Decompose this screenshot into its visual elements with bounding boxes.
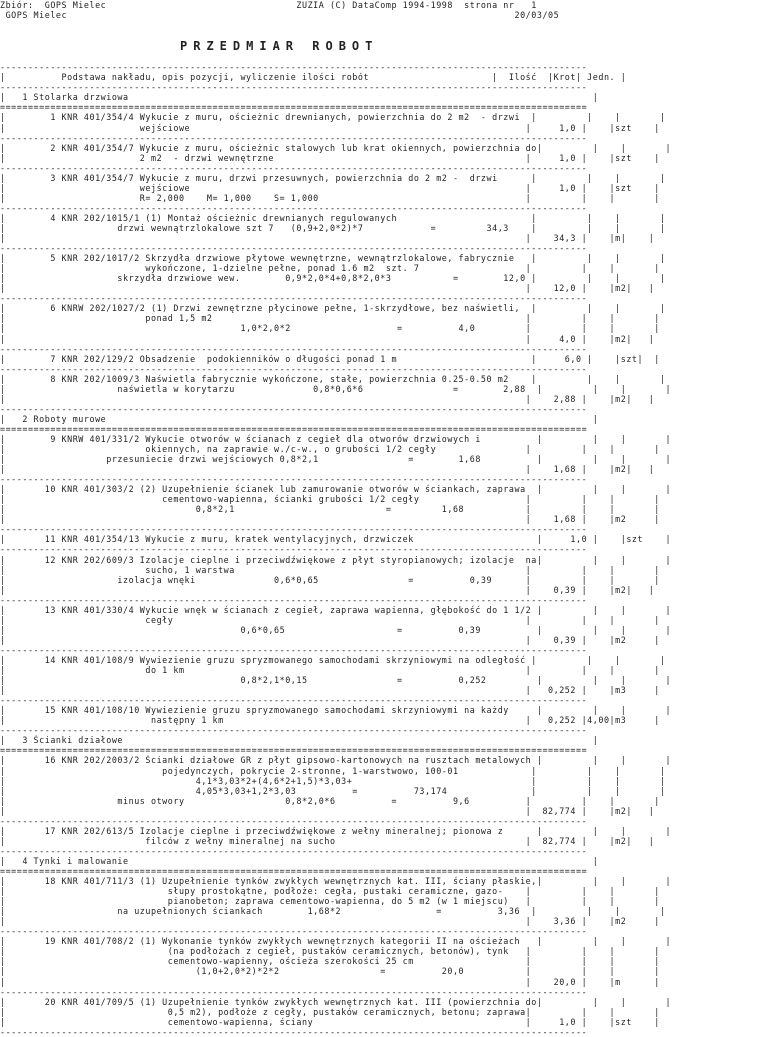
table-line: | | 0,39 | |m2 |	[0, 634, 660, 645]
table-line: | 15 KNR 401/108/10 Wywiezienie gruzu spryzmowanego samochodami skrzyniowymi na każdy | | | |	[0, 705, 672, 716]
table-line: | 14 KNR 401/108/9 Wywiezienie gruzu spryzmowanego samochodami skrzyniowymi na odległość | | | |	[0, 655, 666, 665]
table-line: | Podstawa nakładu, opis pozycji, wyliczenie ilości robót | Ilość |Krot| Jedn. |	[0, 72, 627, 83]
spacer-line	[0, 52, 671, 62]
table-line: ---------------------------------------------------------------------------------------------------------	[0, 544, 588, 555]
table-line: | następny 1 km | 0,252 |4,00|m3 |	[0, 715, 660, 726]
table-line: | 0,6*0,65 = 0,39 | | | |	[0, 624, 672, 635]
table-line: | na uzupełnionych ściankach 1,68*2 = 3,36 | | | |	[0, 906, 666, 917]
table-line: | 0,8*2,1 = 1,68 | | | |	[0, 504, 660, 515]
table-line: | cementowo-wapienna, ściany | 1,0 | |szt |	[0, 1016, 660, 1027]
table-line: | pianobeton; zaprawa cementowo-wapienna, do 5 m2 (w 1 miejscu) | | | |	[0, 896, 660, 907]
table-line: ---------------------------------------------------------------------------------------------------------	[0, 293, 588, 304]
table-line: | 6 KNRW 202/1027/2 (1) Drzwi zewnętrzne płycinowe pełne, 1-skrzydłowe, bez naświetli, | | | |	[0, 303, 666, 314]
table-line: | | 20,0 | |m |	[0, 976, 660, 987]
table-line: | sucho, 1 warstwa | | | |	[0, 564, 660, 575]
table-line: | cementowo-wapienny, ościeża szerokości 25 cm | | | |	[0, 956, 660, 967]
table-line: ---------------------------------------------------------------------------------------------------------	[0, 82, 588, 93]
table-line: | wejściowe | 1,0 | |szt |	[0, 182, 660, 193]
table-line: | 1 Stolarka drzwiowa |	[0, 92, 599, 103]
table-line: | wykończone, 1-dzielne pełne, ponad 1.6 m2 szt. 7 | | | |	[0, 263, 660, 274]
table-body	[0, 62, 671, 1037]
table-line: | do 1 km | | | |	[0, 665, 660, 676]
table-line: =========================================================================================================	[0, 865, 588, 876]
table-line: | 16 KNR 202/2003/2 Ścianki działowe GR z płyt gipsowo-kartonowych na rusztach metalowych | | | |	[0, 755, 672, 766]
table-line: | | 82,774 | |m2| |	[0, 805, 655, 816]
table-line: | słupy prostokątne, podłoże: cegła, pustaki ceramiczne, gazo- | | | |	[0, 886, 660, 897]
table-line: ---------------------------------------------------------------------------------------------------------	[0, 594, 588, 605]
table-line: | | 3,36 | |m2 |	[0, 916, 660, 927]
table-line: ---------------------------------------------------------------------------------------------------------	[0, 725, 588, 736]
spacer-line	[0, 20, 671, 30]
table-line: | cementowo-wapienna, ścianki grubości 1/2 cegły | | | |	[0, 494, 660, 505]
table-line: | 3 Ścianki działowe |	[0, 735, 599, 746]
table-line: | 9 KNRW 401/331/2 Wykucie otworów w ścianach z cegieł dla otworów drzwiowych i | | | |	[0, 433, 672, 444]
table-line: ---------------------------------------------------------------------------------------------------------	[0, 986, 588, 997]
table-line: | skrzydła drzwiowe wew. 0,9*2,0*4+0,8*2,0*3 = 12,0 | | | |	[0, 273, 666, 284]
table-line: | | 4,0 | |m2| |	[0, 333, 655, 344]
table-line: | drzwi wewnątrzlokalowe szt 7 (0,9+2,0*2)*7 = 34,3 | | | |	[0, 222, 666, 233]
table-line: ---------------------------------------------------------------------------------------------------------	[0, 62, 588, 73]
header-line: Zbiór: GOPS Mielec ZUZIA (C) DataComp 1994-1998 strona nr 1	[0, 0, 537, 10]
table-line: ---------------------------------------------------------------------------------------------------------	[0, 815, 588, 826]
table-line: ---------------------------------------------------------------------------------------------------------	[0, 644, 588, 655]
table-line: ---------------------------------------------------------------------------------------------------------	[0, 132, 588, 143]
table-line: | | 12,0 | |m2| |	[0, 283, 655, 294]
table-line: | 13 KNR 401/330/4 Wykucie wnęk w ścianach z cegieł, zaprawa wapienna, głębokość do 1 1/2 | | | |	[0, 604, 672, 615]
table-line: ---------------------------------------------------------------------------------------------------------	[0, 524, 588, 535]
table-line: | 1 KNR 401/354/4 Wykucie z muru, ościeżnic drewnianych, powierzchnia do 2 m2 - drzwi | | | |	[0, 112, 666, 123]
table-line: | 2 KNR 401/354/7 Wykucie z muru, ościeżnic stalowych lub krat okiennych, powierzchnia do| | | |	[0, 142, 672, 153]
table-line: | pojedynczych, pokrycie 2-stronne, 1-warstwowo, 100-01 | | | |	[0, 765, 666, 776]
table-line: | | 0,39 | |m2| |	[0, 584, 655, 595]
table-line: ---------------------------------------------------------------------------------------------------------	[0, 202, 588, 213]
table-line: | 0,8*2,1*0,15 = 0,252 | | | |	[0, 675, 672, 686]
table-line: ---------------------------------------------------------------------------------------------------------	[0, 343, 588, 354]
table-line: | wejściowe | 1,0 | |szt |	[0, 122, 660, 133]
table-line: ---------------------------------------------------------------------------------------------------------	[0, 845, 588, 856]
table-line: ---------------------------------------------------------------------------------------------------------	[0, 363, 588, 374]
table-line: | 8 KNR 202/1009/3 Naświetla fabrycznie wykończone, stałe, powierzchnia 0.25-0.50 m2 | | | |	[0, 373, 666, 384]
table-line: | 2 m2 - drzwi wewnętrzne | 1,0 | |szt |	[0, 152, 660, 163]
table-line: | 7 KNR 202/129/2 Obsadzenie podokienników o długości ponad 1 m | 6,0 | |szt| |	[0, 353, 660, 364]
table-line: ---------------------------------------------------------------------------------------------------------	[0, 243, 588, 254]
table-line: | | 1,68 | |m2| |	[0, 464, 655, 475]
table-line: | | 2,88 | |m2| |	[0, 393, 655, 404]
table-line: ---------------------------------------------------------------------------------------------------------	[0, 474, 588, 485]
table-line: | 1,0*2,0*2 = 4,0 | | | |	[0, 323, 660, 334]
table-line: ---------------------------------------------------------------------------------------------------------	[0, 926, 588, 937]
header-line: GOPS Mielec 20/03/05	[0, 10, 560, 21]
table-line: ---------------------------------------------------------------------------------------------------------	[0, 1026, 588, 1037]
table-line: | 4,1*3,03*2+(4,6*2+1,5)*3,03+ | | | |	[0, 775, 666, 786]
table-line: | 12 KNR 202/609/3 Izolacje cieplne i przeciwdźwiękowe z płyt styropianowych; izolacje na| | | |	[0, 554, 672, 565]
table-line: | filców z wełny mineralnej na sucho | 82,774 | |m2| |	[0, 835, 655, 846]
table-line: | 5 KNR 202/1017/2 Skrzydła drzwiowe płytowe wewnętrzne, wewnątrzlokalowe, fabrycznie | | | |	[0, 253, 666, 264]
table-line: =========================================================================================================	[0, 745, 588, 756]
table-line: | 3 KNR 401/354/7 Wykucie z muru, drzwi przesuwnych, powierzchnia do 2 m2 - drzwi | | | |	[0, 172, 666, 183]
table-line: | (na podłożach z cegieł, pustaków ceramicznych, betonów), tynk | | | |	[0, 946, 660, 957]
table-line: =========================================================================================================	[0, 102, 588, 113]
table-line: | 17 KNR 202/613/5 Izolacje cieplne i przeciwdźwiękowe z wełny mineralnej; pionowa z | | | |	[0, 825, 672, 836]
table-line: | 0,5 m2), podłoże z cegły, pustaków ceramicznych, betonu; zaprawa| | | |	[0, 1006, 660, 1017]
table-line: | | 0,252 | |m3 |	[0, 685, 660, 696]
table-line: | (1,0+2,0*2)*2*2 = 20,0 | | | |	[0, 966, 660, 977]
table-line: | 19 KNR 401/708/2 (1) Wykonanie tynków zwykłych wewnętrznych kategorii II na ościeżach | | | |	[0, 936, 672, 947]
table-line: | 4 KNR 202/1015/1 (1) Montaż ościeżnic drewnianych regulowanych | | | |	[0, 212, 666, 223]
table-line: | 2 Roboty murowe |	[0, 413, 599, 424]
table-line: | 10 KNR 401/303/2 (2) Uzupełnienie ścianek lub zamurowanie otworów w ściankach, zaprawa | | | |	[0, 484, 672, 495]
table-line: | minus otwory 0,8*2,0*6 = 9,6 | | | |	[0, 795, 660, 806]
table-line: | 18 KNR 401/711/3 (1) Uzupełnienie tynków zwykłych wewnętrznych kat. III, ściany płaskie,| | | |	[0, 876, 672, 887]
table-line: ---------------------------------------------------------------------------------------------------------	[0, 403, 588, 414]
table-line: | przesuniecie drzwi wejściowych 0,8*2,1 = 1,68 | | | |	[0, 454, 672, 465]
table-line: | 4,05*3,03+1,2*3,03 = 73,174 | | | |	[0, 785, 666, 796]
table-line: | 4 Tynki i malowanie |	[0, 855, 599, 866]
table-line: ---------------------------------------------------------------------------------------------------------	[0, 162, 588, 173]
table-line: | cegły | | | |	[0, 614, 660, 625]
table-line: | ponad 1,5 m2 | | | |	[0, 313, 660, 324]
table-line: | okiennych, na zaprawie w./c-w., o grubości 1/2 cegły | | | |	[0, 444, 660, 455]
table-line: | 20 KNR 401/709/5 (1) Uzupełnienie tynków zwykłych wewnętrznych kat. III (powierzchnia do| | | |	[0, 996, 672, 1007]
table-line: | naświetla w korytarzu 0,8*0,6*6 = 2,88 | | | |	[0, 383, 672, 394]
table-line: | izolacja wnęki 0,6*0,65 = 0,39 | | | |	[0, 574, 660, 585]
table-line: | | 1,68 | |m2 |	[0, 514, 660, 525]
table-line: | 11 KNR 401/354/13 Wykucie z muru, kratek wentylacyjnych, drzwiczek | 1,0 | |szt |	[0, 534, 672, 545]
document-title: PRZEDMIAR ROBÓT	[180, 40, 379, 53]
table-line: ---------------------------------------------------------------------------------------------------------	[0, 695, 588, 706]
table-line: =========================================================================================================	[0, 423, 588, 434]
table-line: | R= 2,000 M= 1,000 S= 1,000 | | | |	[0, 192, 660, 203]
table-line: | | 34,3 | |m| |	[0, 233, 655, 244]
spacer-line	[0, 30, 671, 40]
